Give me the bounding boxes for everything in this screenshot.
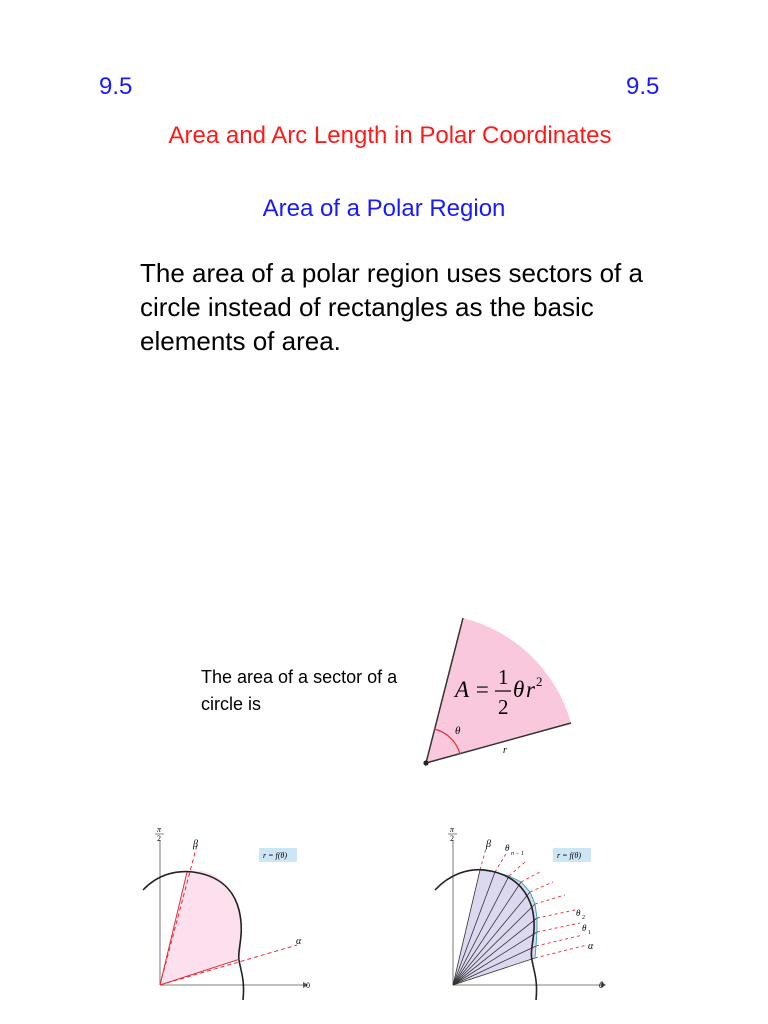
polar-region-figure-left (135, 820, 320, 1005)
section-number-left: 9.5 (99, 73, 133, 100)
theta-1-sub: 1 (588, 930, 591, 936)
formula-lhs: A = (455, 677, 490, 702)
sector-caption: The area of a sector of a circle is (201, 667, 398, 714)
formula-r: r (526, 677, 535, 702)
curve-label: r = f(θ) (263, 851, 287, 860)
page-title: Area and Arc Length in Polar Coordinates (168, 122, 612, 149)
alpha-label: α (588, 941, 594, 952)
sector-figure (415, 610, 580, 770)
beta-label: β (486, 839, 491, 850)
angle-label: θ (455, 725, 461, 737)
theta-2-sub: 2 (582, 915, 585, 921)
radius-label: r (503, 745, 507, 756)
theta-1-label: θ (582, 923, 587, 933)
formula-numerator: 1 (498, 665, 509, 689)
axis-zero-label: 0 (306, 981, 310, 990)
polar-region-figure-right (425, 820, 620, 1005)
section-number-right: 9.5 (626, 73, 660, 100)
axis-two-label: 2 (157, 834, 161, 843)
axis-two-label: 2 (450, 834, 454, 843)
alpha-label: α (296, 936, 302, 947)
axis-zero-label: 0 (599, 980, 604, 990)
formula-theta: θ (513, 677, 525, 702)
intro-paragraph: The area of a polar region uses sectors of a circle instead of rectangles as the basic elements of area. (140, 258, 643, 356)
section-subtitle: Area of a Polar Region (262, 195, 506, 222)
formula-denominator: 2 (498, 695, 509, 719)
theta-n-minus-1-sub: n − 1 (511, 851, 525, 857)
formula-exponent: 2 (536, 674, 543, 689)
curve-label: r = f(θ) (557, 851, 581, 860)
beta-label: β (193, 839, 198, 850)
theta-2-label: θ (576, 908, 581, 918)
theta-n-minus-1-label: θ (505, 843, 510, 853)
axis-pi-label: π (157, 825, 162, 834)
sector-vertex (423, 760, 428, 765)
polar-region (160, 871, 241, 985)
axis-pi-label: π (450, 825, 455, 834)
sector-region (453, 870, 537, 985)
